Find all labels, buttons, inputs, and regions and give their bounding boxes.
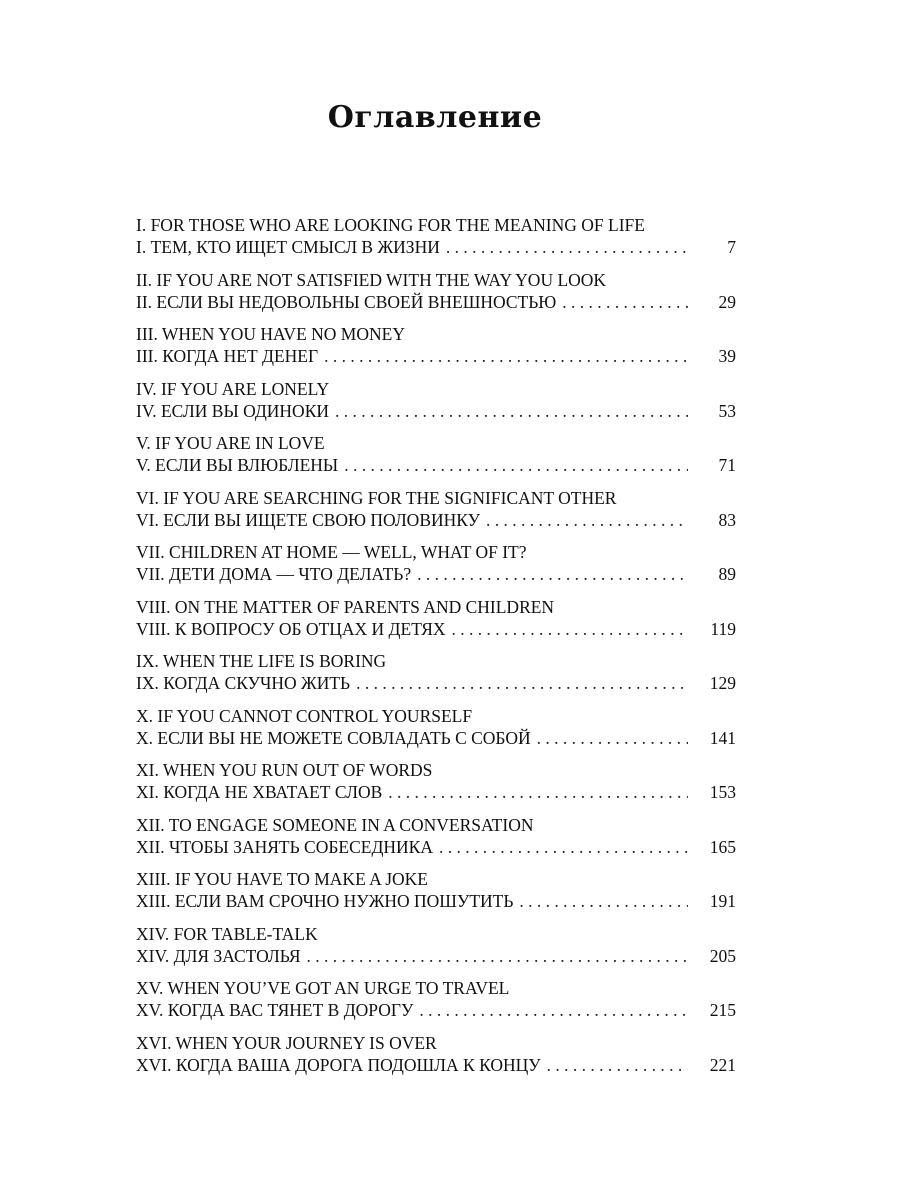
page-title: Оглавление (327, 100, 543, 135)
dot-leader (419, 999, 688, 1021)
toc-entry[interactable] (136, 323, 736, 378)
dot-leader (452, 618, 688, 640)
toc-entry-russian-title: III. КОГДА НЕТ ДЕНЕГ (136, 346, 319, 366)
toc-entry[interactable] (136, 378, 736, 433)
toc-entry-russian-title: XIII. ЕСЛИ ВАМ СРОЧНО НУЖНО ПОШУТИТЬ (136, 891, 514, 911)
toc-entry-page-number: 7 (727, 237, 736, 257)
dot-leader (519, 890, 688, 912)
dot-leader (335, 400, 688, 422)
dot-leader (439, 836, 688, 858)
toc-entry-english-title: I. FOR THOSE WHO ARE LOOKING FOR THE MEANING OF LIFE (136, 215, 645, 235)
toc-entry-english-title: IX. WHEN THE LIFE IS BORING (136, 651, 387, 671)
toc-entry-page-number: 83 (718, 509, 736, 530)
toc-entry-english-title: II. IF YOU ARE NOT SATISFIED WITH THE WAY YOU LOOK (136, 269, 607, 290)
toc-entry[interactable] (136, 487, 736, 542)
toc-entry-english-title: VIII. ON THE MATTER OF PARENTS AND CHILDREN (136, 596, 555, 617)
toc-entry[interactable] (136, 541, 736, 596)
toc-entry[interactable] (136, 650, 736, 705)
toc-entry-english-title: XIV. FOR TABLE-TALK (136, 923, 318, 944)
dot-leader (307, 945, 688, 967)
toc-entry-russian-title: VIII. К ВОПРОСУ ОБ ОТЦАХ И ДЕТЯХ (136, 618, 446, 639)
toc-entry[interactable] (136, 977, 736, 1032)
toc-entry-page-number: 71 (718, 455, 736, 475)
toc-entry-russian-title: VI. ЕСЛИ ВЫ ИЩЕТЕ СВОЮ ПОЛОВИНКУ (136, 509, 480, 530)
dot-leader (324, 345, 688, 367)
toc-entry[interactable] (136, 705, 736, 760)
dot-leader (388, 781, 688, 803)
toc-entry-page-number: 29 (718, 291, 736, 312)
dot-leader (486, 509, 688, 531)
toc-entry-english-title: XII. TO ENGAGE SOMEONE IN A CONVERSATION (136, 814, 534, 835)
dot-leader (344, 454, 688, 476)
toc-entry-russian-title: VII. ДЕТИ ДОМА — ЧТО ДЕЛАТЬ? (136, 564, 412, 584)
toc-entry-english-title: XIII. IF YOU HAVE TO MAKE A JOKE (136, 869, 428, 889)
dot-leader (562, 291, 688, 313)
toc-entry-page-number: 153 (709, 782, 736, 802)
toc-entry-page-number: 215 (709, 1000, 736, 1020)
toc-entry-russian-title: XV. КОГДА ВАС ТЯНЕТ В ДОРОГУ (136, 1000, 414, 1020)
toc-entry-russian-title: XVI. КОГДА ВАША ДОРОГА ПОДОШЛА К КОНЦУ (136, 1054, 541, 1075)
toc-entry-page-number: 119 (710, 618, 736, 639)
toc-entry-english-title: V. IF YOU ARE IN LOVE (136, 433, 325, 453)
dot-leader (537, 727, 688, 749)
toc-entry-english-title: VI. IF YOU ARE SEARCHING FOR THE SIGNIFICANT OTHER (136, 487, 617, 508)
toc-entry-english-title: XI. WHEN YOU RUN OUT OF WORDS (136, 760, 433, 780)
toc-entry-russian-title: II. ЕСЛИ ВЫ НЕДОВОЛЬНЫ СВОЕЙ ВНЕШНОСТЬЮ (136, 291, 557, 312)
dot-leader (356, 672, 688, 694)
toc-entry-russian-title: XI. КОГДА НЕ ХВАТАЕТ СЛОВ (136, 782, 383, 802)
toc-entry[interactable] (136, 214, 736, 269)
toc-entry[interactable] (136, 596, 736, 651)
toc-entry-russian-title: I. ТЕМ, КТО ИЩЕТ СМЫСЛ В ЖИЗНИ (136, 237, 440, 257)
toc-entry-page-number: 129 (709, 673, 736, 693)
toc-entry[interactable] (136, 1032, 736, 1087)
toc-entry[interactable] (136, 923, 736, 978)
toc-entry-russian-title: XII. ЧТОБЫ ЗАНЯТЬ СОБЕСЕДНИКА (136, 836, 433, 857)
toc-entry-russian-title: XIV. ДЛЯ ЗАСТОЛЬЯ (136, 945, 301, 966)
table-of-contents (136, 214, 736, 1086)
toc-entry-page-number: 191 (709, 891, 736, 911)
toc-entry-english-title: III. WHEN YOU HAVE NO MONEY (136, 324, 405, 344)
toc-entry-english-title: VII. CHILDREN AT HOME — WELL, WHAT OF IT? (136, 542, 527, 562)
toc-entry-english-title: XV. WHEN YOU’VE GOT AN URGE TO TRAVEL (136, 978, 510, 998)
toc-entry-page-number: 39 (718, 346, 736, 366)
toc-entry-page-number: 205 (709, 945, 736, 966)
toc-entry-russian-title: V. ЕСЛИ ВЫ ВЛЮБЛЕНЫ (136, 455, 339, 475)
dot-leader (547, 1054, 688, 1076)
dot-leader (446, 236, 688, 258)
toc-entry-page-number: 165 (709, 836, 736, 857)
toc-entry-russian-title: IV. ЕСЛИ ВЫ ОДИНОКИ (136, 400, 330, 421)
toc-entry[interactable] (136, 814, 736, 869)
toc-entry[interactable] (136, 759, 736, 814)
toc-entry-page-number: 53 (718, 400, 736, 421)
toc-entry-english-title: IV. IF YOU ARE LONELY (136, 378, 330, 399)
toc-entry-page-number: 141 (709, 727, 736, 748)
toc-entry-russian-title: X. ЕСЛИ ВЫ НЕ МОЖЕТЕ СОВЛАДАТЬ С СОБОЙ (136, 727, 531, 748)
toc-entry[interactable] (136, 432, 736, 487)
toc-entry-russian-title: IX. КОГДА СКУЧНО ЖИТЬ (136, 673, 351, 693)
toc-entry-english-title: X. IF YOU CANNOT CONTROL YOURSELF (136, 705, 473, 726)
toc-entry[interactable] (136, 269, 736, 324)
toc-entry-page-number: 89 (718, 564, 736, 584)
toc-entry[interactable] (136, 868, 736, 923)
dot-leader (417, 563, 688, 585)
toc-entry-english-title: XVI. WHEN YOUR JOURNEY IS OVER (136, 1032, 437, 1053)
toc-entry-page-number: 221 (709, 1054, 736, 1075)
